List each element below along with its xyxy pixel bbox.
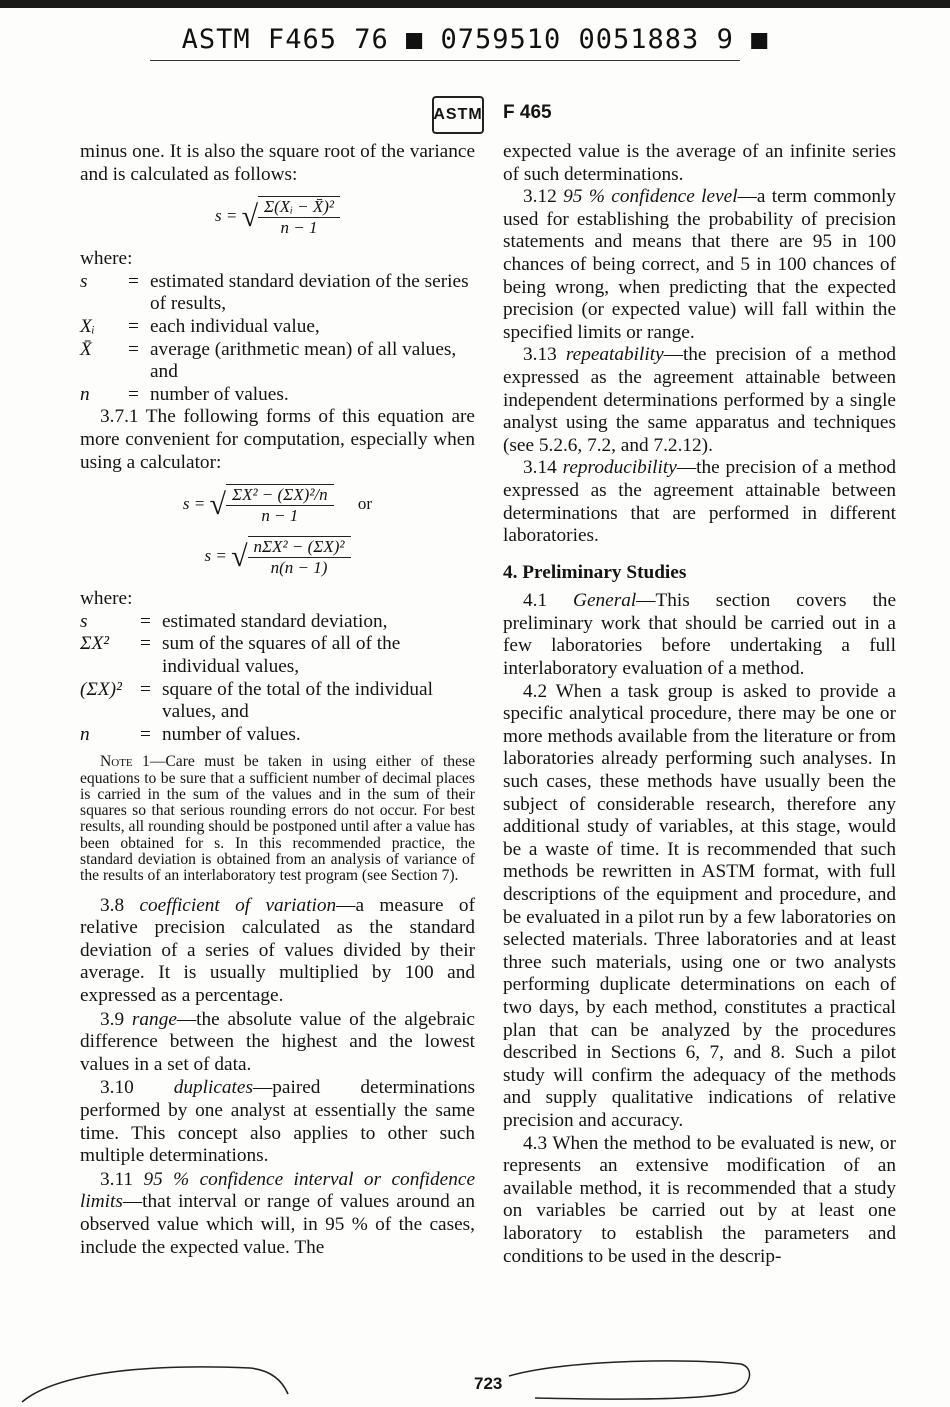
definition-equals: =	[128, 383, 139, 405]
definition-body: —the precision of a method expressed as the agreement attainable between independent determinations performed by a single analyst using the same apparatus and techniques (see 5.2.6, 7.2, and 7.2.12).	[503, 344, 896, 456]
handwritten-stroke-right	[505, 1356, 765, 1406]
formula-numerator: ΣX² − (ΣX)²/n	[226, 485, 334, 506]
section-number: 4.1	[523, 590, 548, 612]
paragraph-3-7-1: 3.7.1 The following forms of this equation are more convenient for computation, especially when using a calculator:	[80, 406, 475, 473]
formula-std-dev	[80, 196, 475, 238]
defined-term: reproducibility	[562, 457, 677, 479]
definition-text: estimated standard deviation,	[162, 610, 388, 632]
defined-term: 95 % confidence interval or confidence limits	[80, 1168, 475, 1213]
formula-computational-2	[80, 536, 475, 578]
paragraph-4-2: 4.2 When a task group is asked to provide a specific analytical procedure, there may be one or more methods available from the literature or from laboratories already performing such analyses. In such cases, these methods have usually been the subject of considerable research, therefore any additional study of variables, at this stage, would be a waste of time. It is recommended that such methods be rewritten in ASTM format, with full descriptions of the equipment and procedure, and be evaluated in a pilot run by a few laboratories on selected materials. Three laboratories and at least three such materials, using one or two analysts performing duplicate determinations on each of two days, by each method, constitutes a practical plan that can be analyzed by the procedures described in Sections 6, 7, and 8. Such a pilot study will confirm the adequacy of the methods and supply qualitative indications of relative precision and accuracy.	[503, 680, 896, 1131]
definitions-list-1	[80, 271, 475, 407]
definition-equals: =	[140, 723, 151, 745]
section-heading: 4. Preliminary Studies	[503, 561, 687, 583]
defined-term: duplicates	[173, 1077, 253, 1099]
formula-or: or	[357, 494, 373, 514]
section-number: 3.8	[100, 894, 125, 916]
formula-denominator: n − 1	[261, 506, 299, 526]
definition-body: —that interval or range of values around an observed value which will, in 95 % of the cases, include the expected value. The	[80, 1191, 475, 1258]
defined-term: coefficient of variation	[139, 894, 337, 916]
formula-denominator: n(n − 1)	[270, 558, 328, 578]
definition-equals: =	[128, 315, 139, 337]
definition-body: —a measure of relative precision calculated as the standard deviation of a series of values divided by their average. It is usually multiplied by 100 and expressed as a percentage.	[80, 894, 475, 1007]
definition-row	[80, 316, 475, 339]
paragraph-3-13	[503, 344, 896, 457]
definition-body: —This section covers the preliminary work that should be carried out in a few laboratories before undertaking a full interlaboratory evaluation of a method.	[503, 590, 897, 680]
defined-term: General	[573, 590, 637, 612]
definition-symbol: X̄	[80, 338, 92, 360]
section-number: 3.12	[523, 186, 557, 208]
defined-term: repeatability	[565, 344, 664, 366]
where-label: where:	[80, 588, 133, 610]
definition-equals: =	[128, 338, 139, 360]
definition-symbol: Xᵢ	[80, 315, 95, 337]
section-number: 3.9	[100, 1008, 125, 1030]
section-number: 3.10	[100, 1077, 134, 1099]
definition-row	[80, 724, 475, 747]
definition-text: number of values.	[162, 723, 301, 745]
formula-radicand	[258, 196, 340, 238]
formula-radicand	[248, 536, 351, 578]
paragraph: expected value is the average of an infinite series of such determinations.	[503, 141, 896, 185]
paragraph-3-11	[80, 1169, 475, 1259]
note-1	[80, 754, 475, 884]
note-label: Note 1	[100, 753, 150, 771]
sqrt-symbol: √	[231, 540, 248, 574]
definition-symbol: n	[80, 383, 90, 405]
document-control-code: ASTM F465 76 ■ 0759510 0051883 9 ■	[181, 24, 769, 55]
definition-symbol: n	[80, 723, 90, 745]
definition-equals: =	[140, 633, 151, 655]
definition-text: square of the total of the individual values, and	[162, 678, 433, 723]
definition-equals: =	[140, 610, 151, 632]
section-number: 3.13	[523, 344, 557, 366]
formula-lhs: s =	[204, 546, 227, 566]
standard-designation: F 465	[503, 102, 552, 123]
definition-symbol: s	[80, 610, 88, 632]
formula-computational-1	[80, 484, 475, 526]
definition-body: —the precision of a method expressed as the agreement attainable between determinations that are performed in different laboratories.	[503, 457, 896, 547]
section-number: 3.11	[100, 1168, 134, 1190]
definition-body: —paired determinations performed by one analyst at essentially the same time. This concept also applies to other such multiple determinations.	[80, 1077, 475, 1167]
formula-lhs: s =	[182, 494, 206, 514]
definition-row	[80, 611, 475, 634]
definitions-list-2	[80, 611, 475, 747]
handwritten-stroke-left	[20, 1362, 290, 1407]
astm-logo: ASTM	[432, 96, 484, 134]
note-text: —Care must be taken in using either of these equations to be sure that a sufficient number of decimal places is carried in the sum of the values and in the sum of their squares so that serious rounding errors do not occur. For best results, all rounding should be postponed until after a value has been obtained for s. In this recommended practice, the standard deviation is obtained from an analysis of variance of the results of an interlaboratory test program (see Section 7).	[80, 753, 476, 885]
paragraph-4-1	[503, 590, 896, 680]
definition-symbol: s	[80, 270, 88, 292]
paragraph-3-8	[80, 895, 475, 1008]
formula-numerator: Σ(Xᵢ − X̄)²	[258, 197, 340, 218]
definition-text: each individual value,	[150, 315, 320, 337]
paragraph-3-12	[503, 186, 896, 344]
definition-equals: =	[140, 678, 151, 700]
page-number: 723	[474, 1374, 503, 1393]
definition-row	[80, 271, 475, 316]
paragraph: minus one. It is also the square root of the variance and is calculated as follows:	[80, 141, 475, 185]
definition-text: estimated standard deviation of the series of results,	[150, 270, 469, 315]
formula-numerator: nΣX² − (ΣX)²	[248, 537, 351, 558]
definition-text: number of values.	[150, 383, 289, 405]
formula-denominator: n − 1	[280, 218, 318, 238]
definition-row	[80, 679, 475, 724]
defined-term: range	[131, 1008, 177, 1030]
definition-row	[80, 339, 475, 384]
where-label: where:	[80, 248, 133, 270]
definition-symbol: ΣX²	[80, 633, 110, 655]
definition-symbol: (ΣX)²	[80, 678, 122, 700]
definition-text: sum of the squares of all of the individual values,	[162, 633, 401, 677]
paragraph-3-10	[80, 1077, 475, 1167]
definition-row	[80, 633, 475, 678]
definition-equals: =	[128, 270, 139, 292]
header-rule	[150, 60, 740, 61]
definition-body: —a term commonly used for establishing the probability of precision statements and means that there are 95 in 100 chances of being correct, and 5 in 100 chances of being wrong, when predicting that the expected precision (or expected value) will fall within the specified limits or range.	[503, 186, 896, 343]
definition-row	[80, 384, 475, 407]
paragraph-3-9	[80, 1009, 475, 1077]
definition-body: —the absolute value of the algebraic difference between the highest and the lowest values in a set of data.	[80, 1008, 475, 1075]
formula-radicand	[226, 484, 334, 526]
top-scan-bar	[0, 0, 950, 8]
defined-term: 95 % confidence level	[563, 186, 738, 208]
paragraph-3-14	[503, 457, 896, 547]
sqrt-symbol: √	[209, 488, 226, 522]
paragraph-4-3: 4.3 When the method to be evaluated is new, or represents an extensive modification of an available method, it is recommended that a study on variables be carried out by at least one laboratory to establish the parameters and conditions to be used in the descrip-	[503, 1132, 896, 1267]
definition-text: average (arithmetic mean) of all values, and	[150, 338, 457, 383]
section-number: 3.14	[523, 457, 557, 479]
left-column	[80, 141, 475, 1259]
sqrt-symbol: √	[241, 200, 259, 234]
formula-lhs: s =	[214, 206, 238, 226]
right-column	[503, 141, 896, 1268]
